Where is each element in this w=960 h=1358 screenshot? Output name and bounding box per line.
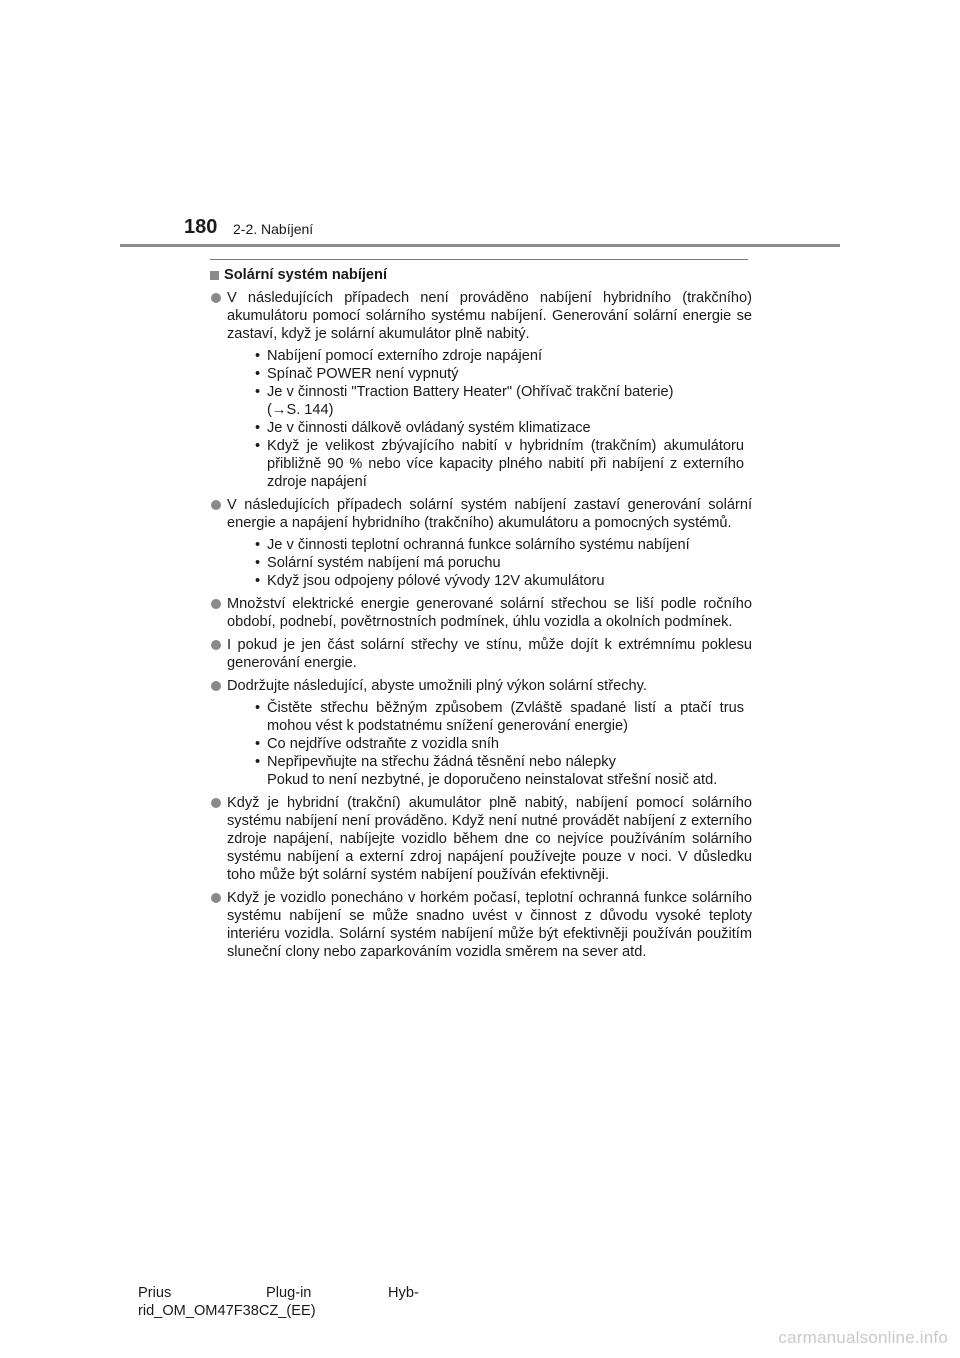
- footer-model-line2: rid_OM_OM47F38CZ_(EE): [138, 1303, 316, 1319]
- section-divider: [210, 259, 748, 260]
- sub-list-item: [227, 699, 752, 735]
- chapter-title: 2-2. Nabíjení: [233, 221, 314, 237]
- page-number: 180: [184, 216, 218, 238]
- footer-model-part2: Plug-in: [266, 1285, 312, 1301]
- bullet-item: [210, 889, 752, 961]
- section-content: [210, 266, 752, 961]
- header-divider: [120, 244, 840, 247]
- sub-list-item-text: Je v činnosti "Traction Battery Heater" (Ohřívač trakční baterie): [267, 384, 674, 400]
- bullet-item: [210, 595, 752, 631]
- sub-list-item-text: Když je velikost zbývajícího nabití v hybridním (trakčním) akumulátoru přibližně 90 % nebo více kapacity plného nabití při nabíjení z externího zdroje napájení: [267, 438, 744, 490]
- sub-list-item: [227, 347, 752, 365]
- sub-list-item: [227, 554, 752, 572]
- dot-bullet-icon: •: [255, 420, 261, 436]
- circle-bullet-icon: [211, 500, 221, 510]
- sub-list-item-text: Když jsou odpojeny pólové vývody 12V akumulátoru: [267, 573, 605, 589]
- circle-bullet-icon: [211, 293, 221, 303]
- circle-bullet-icon: [211, 681, 221, 691]
- watermark: carmanualsonline.info: [778, 1328, 948, 1347]
- sub-list-item-note: (→S. 144): [267, 402, 334, 418]
- sub-list-item: [227, 365, 752, 383]
- sub-list: [227, 347, 752, 491]
- bullet-item-text: Dodržujte následující, abyste umožnili plný výkon solární střechy.: [227, 678, 647, 694]
- dot-bullet-icon: •: [255, 555, 261, 571]
- item-list: [210, 289, 752, 961]
- bullet-item-text: V následujících případech solární systém nabíjení zastaví generování solární energie a napájení hybridního (trakčního) akumulátoru a pomocných systémů.: [227, 497, 752, 531]
- bullet-item-text: Když je hybridní (trakční) akumulátor plně nabitý, nabíjení pomocí solárního systému nabíjení není prováděno. Když není nutné provádět nabíjení z externího zdroje napájení, nabíjejte vozidlo během dne co nejvíce používáním solárního systému nabíjení a externí zdroj napájení používejte pouze v noci. V důsledku toho může být solární systém nabíjení používán efektivněji.: [227, 795, 752, 883]
- dot-bullet-icon: •: [255, 736, 261, 752]
- sub-list-item-text: Spínač POWER není vypnutý: [267, 366, 459, 382]
- sub-list-item-text: Co nejdříve odstraňte z vozidla sníh: [267, 736, 500, 752]
- dot-bullet-icon: •: [255, 384, 261, 400]
- footer-model-code: [138, 1284, 438, 1320]
- sub-list-item: [227, 572, 752, 590]
- sub-list-item: [227, 536, 752, 554]
- sub-list-item-text: Čistěte střechu běžným způsobem (Zvláště spadané listí a ptačí trus mohou vést k podstatnému snížení generování energie): [267, 700, 744, 734]
- dot-bullet-icon: •: [255, 754, 261, 770]
- section-heading: [210, 266, 752, 284]
- dot-bullet-icon: •: [255, 573, 261, 589]
- bullet-item: [210, 289, 752, 491]
- bullet-item-text: Množství elektrické energie generované solární střechou se liší podle ročního období, podnebí, povětrnostních podmínek, úhlu vozidla a okolních podmínek.: [227, 596, 752, 630]
- bullet-item-text: I pokud je jen část solární střechy ve stínu, může dojít k extrémnímu poklesu generování energie.: [227, 637, 752, 671]
- sub-list-item-text: Nepřipevňujte na střechu žádná těsnění nebo nálepky: [267, 754, 616, 770]
- section-title: Solární systém nabíjení: [224, 267, 388, 283]
- sub-list-item: [227, 383, 752, 419]
- dot-bullet-icon: •: [255, 366, 261, 382]
- sub-list-item: [227, 735, 752, 753]
- bullet-item: [210, 794, 752, 884]
- sub-list-item-text: Je v činnosti dálkově ovládaný systém klimatizace: [267, 420, 591, 436]
- sub-list: [227, 699, 752, 789]
- sub-list-item-text: Nabíjení pomocí externího zdroje napájení: [267, 348, 543, 364]
- circle-bullet-icon: [211, 798, 221, 808]
- circle-bullet-icon: [211, 640, 221, 650]
- circle-bullet-icon: [211, 599, 221, 609]
- dot-bullet-icon: •: [255, 438, 261, 454]
- sub-list-item: [227, 419, 752, 437]
- sub-list-item-note: Pokud to není nezbytné, je doporučeno neinstalovat střešní nosič atd.: [267, 772, 718, 788]
- footer-model-part3: Hyb-: [388, 1285, 419, 1301]
- sub-list-item: [227, 753, 752, 789]
- square-bullet-icon: [210, 271, 219, 280]
- footer-model-part1: Prius: [138, 1285, 172, 1301]
- sub-list-item: [227, 437, 752, 491]
- bullet-item: [210, 636, 752, 672]
- bullet-item-text: Když je vozidlo ponecháno v horkém počasí, teplotní ochranná funkce solárního systému nabíjení se může snadno uvést v činnost z důvodu vysoké teploty interiéru vozidla. Solární systém nabíjení může být efektivněji používán použitím sluneční clony nebo zaparkováním vozidla směrem na sever atd.: [227, 890, 752, 960]
- circle-bullet-icon: [211, 893, 221, 903]
- dot-bullet-icon: •: [255, 348, 261, 364]
- sub-list-item-text: Je v činnosti teplotní ochranná funkce solárního systému nabíjení: [267, 537, 690, 553]
- sub-list-item-text: Solární systém nabíjení má poruchu: [267, 555, 501, 571]
- bullet-item-text: V následujících případech není prováděno nabíjení hybridního (trakčního) akumulátoru pomocí solárního systému nabíjení. Generování solární energie se zastaví, když je solární akumulátor plně nabitý.: [227, 290, 752, 342]
- bullet-item: [210, 677, 752, 789]
- bullet-item: [210, 496, 752, 590]
- dot-bullet-icon: •: [255, 700, 261, 716]
- dot-bullet-icon: •: [255, 537, 261, 553]
- sub-list: [227, 536, 752, 590]
